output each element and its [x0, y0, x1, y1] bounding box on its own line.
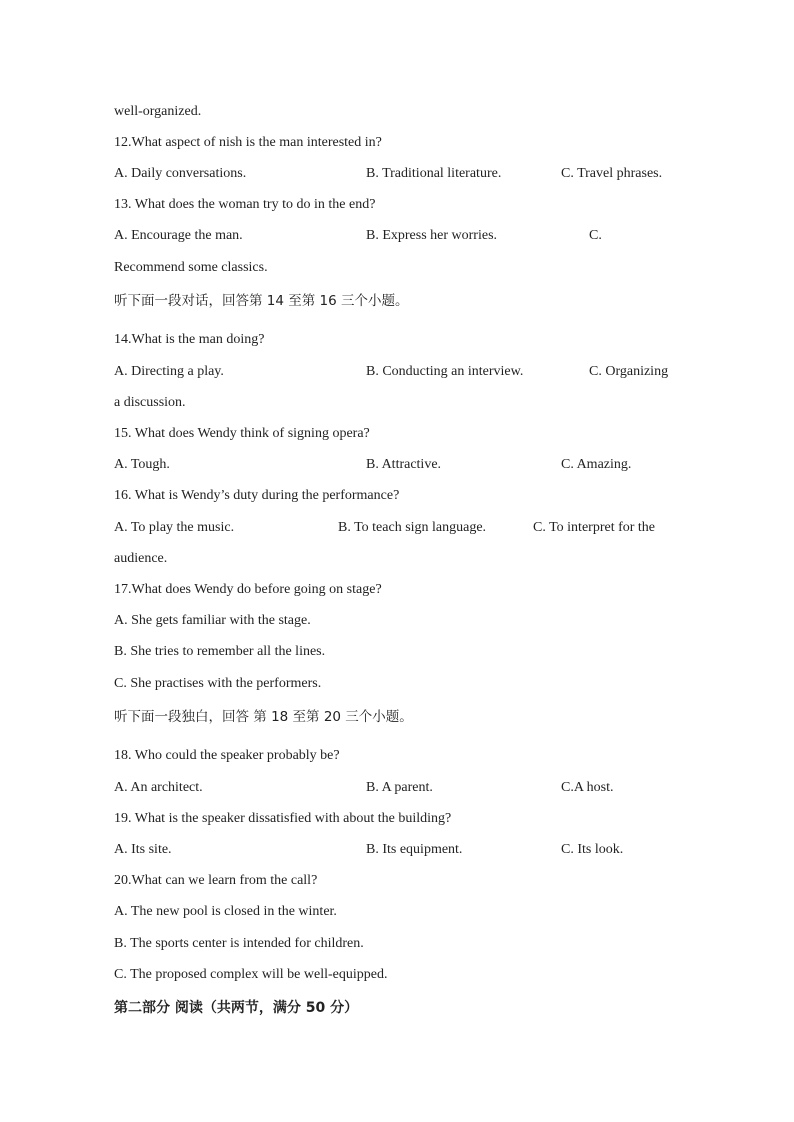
question-12: 12.What aspect of nish is the man interested in?	[114, 135, 382, 150]
question-20: 20.What can we learn from the call?	[114, 873, 318, 888]
q14-option-b: B. Conducting an interview.	[366, 364, 524, 379]
section-heading-18-20: 听下面一段独白，回答 第 18 至第 20 三个小题。	[114, 709, 413, 725]
q17-option-a: A. She gets familiar with the stage.	[114, 613, 311, 628]
q12-option-c: C. Travel phrases.	[561, 166, 663, 181]
q13-option-b: B. Express her worries.	[366, 228, 498, 243]
q18-option-a: A. An architect.	[114, 780, 203, 795]
q16-option-b: B. To teach sign language.	[338, 520, 487, 535]
q12-option-b: B. Traditional literature.	[366, 166, 502, 181]
part-two-title: 第二部分 阅读（共两节，满分 50 分）	[114, 1000, 359, 1016]
question-17: 17.What does Wendy do before going on stage?	[114, 582, 382, 597]
question-15: 15. What does Wendy think of signing opera?	[114, 426, 370, 441]
q13-option-c-text: Recommend some classics.	[114, 260, 268, 275]
q18-option-c: C.A host.	[561, 780, 614, 795]
question-14: 14.What is the man doing?	[114, 332, 265, 347]
q19-option-b: B. Its equipment.	[366, 842, 463, 857]
q14-option-c: C. Organizing	[589, 364, 669, 379]
q15-option-c: C. Amazing.	[561, 457, 632, 472]
q20-option-b: B. The sports center is intended for children.	[114, 936, 364, 951]
continued-option-text: well-organized.	[114, 104, 202, 119]
q14-option-a: A. Directing a play.	[114, 364, 224, 379]
q19-option-a: A. Its site.	[114, 842, 172, 857]
question-16: 16. What is Wendy’s duty during the performance?	[114, 488, 400, 503]
q18-option-b: B. A parent.	[366, 780, 433, 795]
q17-option-c: C. She practises with the performers.	[114, 676, 322, 691]
q16-option-a: A. To play the music.	[114, 520, 235, 535]
q20-option-c: C. The proposed complex will be well-equipped.	[114, 967, 388, 982]
q19-option-c: C. Its look.	[561, 842, 624, 857]
q16-option-c-cont: audience.	[114, 551, 168, 566]
question-19: 19. What is the speaker dissatisfied with about the building?	[114, 811, 452, 826]
q13-option-c-label: C.	[589, 228, 602, 243]
q15-option-b: B. Attractive.	[366, 457, 442, 472]
q20-option-a: A. The new pool is closed in the winter.	[114, 904, 337, 919]
q17-option-b: B. She tries to remember all the lines.	[114, 644, 326, 659]
section-heading-14-16: 听下面一段对话，回答第 14 至第 16 三个小题。	[114, 293, 409, 309]
q12-option-a: A. Daily conversations.	[114, 166, 247, 181]
q13-option-a: A. Encourage the man.	[114, 228, 243, 243]
question-18: 18. Who could the speaker probably be?	[114, 748, 340, 763]
q15-option-a: A. Tough.	[114, 457, 170, 472]
q16-option-c: C. To interpret for the	[533, 520, 656, 535]
q14-option-c-cont: a discussion.	[114, 395, 186, 410]
question-13: 13. What does the woman try to do in the end?	[114, 197, 376, 212]
